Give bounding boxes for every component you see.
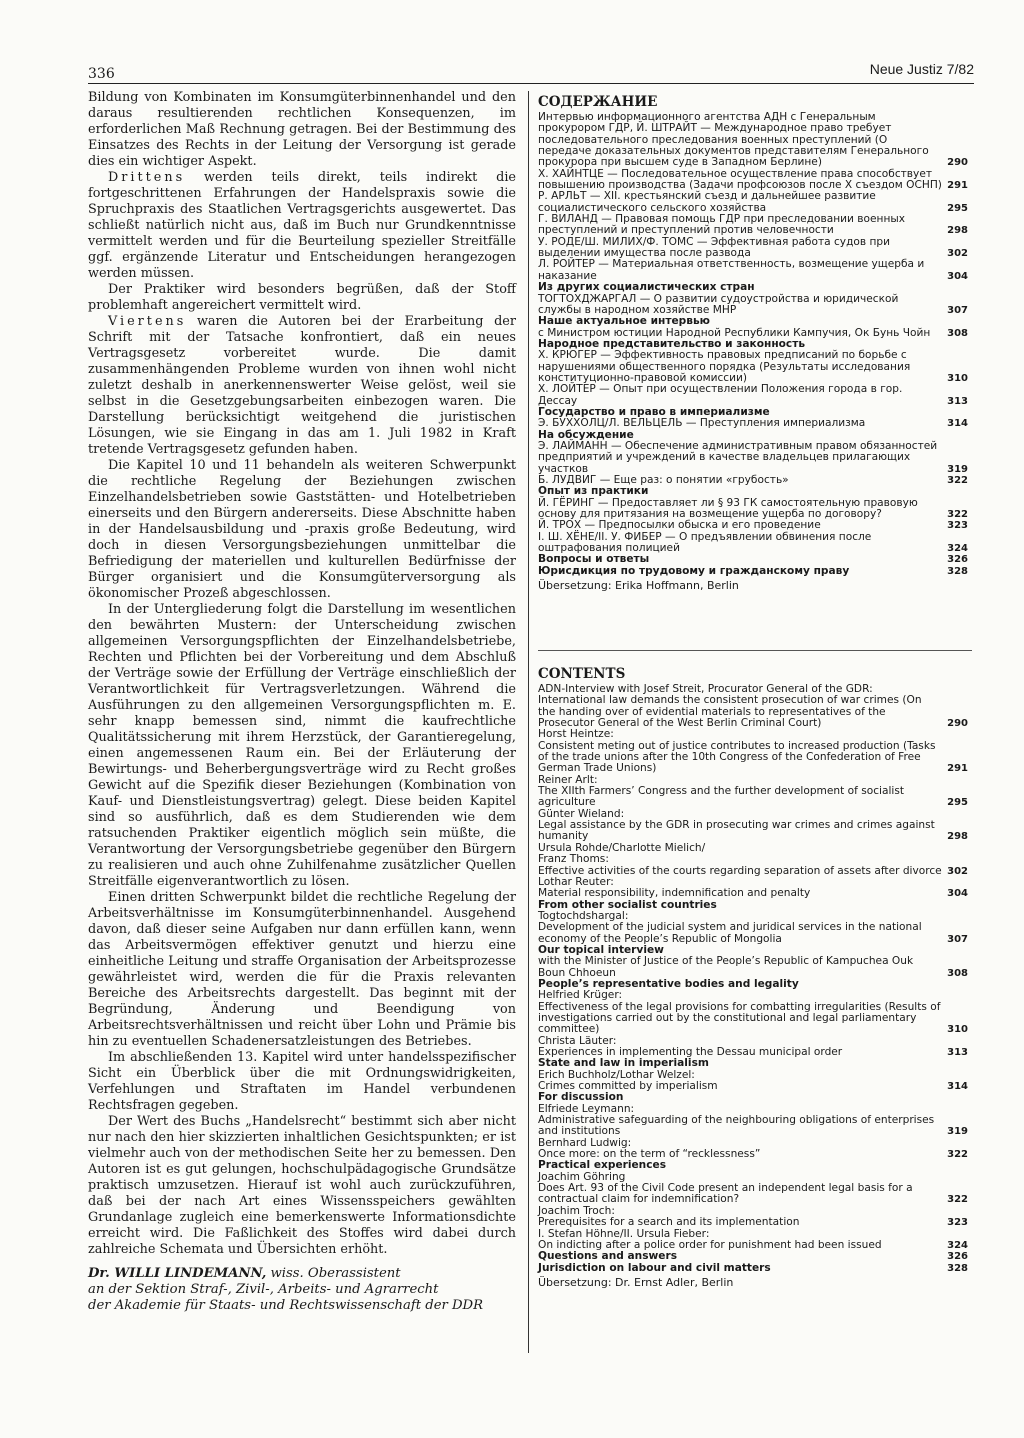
translator-credit: Übersetzung: Erika Hoffmann, Berlin bbox=[538, 579, 739, 593]
paragraph-text: Im abschließenden 13. Kapitel wird unter handelsspezifischer Sicht ein Überblick über die mit Ordnungswidrigkeiten, Verfehlungen und Straftaten im Handel verbundenen Rechtsfragen gegeben. bbox=[88, 1050, 516, 1113]
entry-title: Э. ЛАЙМАНН — Обеспечение административным правом обязанностей предприятий и учреждений в качестве владельцев прилагающих участков bbox=[538, 439, 938, 475]
entry-title: I. Stefan Höhne/II. Ursula Fieber: bbox=[538, 1227, 710, 1240]
entry-page-number: 307 bbox=[947, 933, 968, 945]
entry-page-number: 319 bbox=[947, 1126, 968, 1138]
entry-title: International law demands the consistent prosecution of war crimes (On the handing over of evidential materials to representatives of the Prosecutor General of the West Berlin Criminal Court) bbox=[538, 694, 922, 730]
entry-title: Christa Läuter: bbox=[538, 1034, 617, 1047]
article-paragraph bbox=[88, 1114, 516, 1258]
paragraph-text: In der Untergliederung folgt die Darstellung im wesentlichen den bewährten Mustern: der Unterscheidung zwischen allgemeinen Versorgungspflichten der Einzelhandelsbetriebe, Rechten und Pflichten bei der Vorbereitung und dem Abschluß der Verträge sowie der Erfüllung der Verträge einschließlich der Verantwortlichkeit für Vertragsverletzungen. Während die Ausführungen zu den allgemeinen Versorgungspflichten m. E. sehr knapp bemessen sind, nimmt die kaufrechtliche Qualitätssicherung mit ihrem Herzstück, der Garantieregelung, einen angemessenen Raum ein. Bei der Erläuterung der Bewirtungs- und Beherbergungsverträge wird zu Recht großes Gewicht auf die Spezifik dieser Beziehungen (Kombination von Kauf- und Dienstleistungsvertrag) gelegt. Diese beiden Kapitel sind so ausführlich, daß es dem Studierenden wie dem ratsuchenden Praktiker eigentlich möglich sein müßte, die Verantwortung der Versorgungsbetriebe gegenüber den Bürgern zu realisieren und auch ohne Zuhilfenahme zusätzlicher Quellen Streitfälle eigenverantwortlich zu lösen. bbox=[88, 602, 516, 889]
author-title: wiss. Oberassistent bbox=[266, 1266, 401, 1281]
entry-title: Lothar Reuter: bbox=[538, 875, 614, 888]
entry-title: Franz Thoms: bbox=[538, 853, 609, 866]
entry-page-number: 314 bbox=[947, 418, 968, 430]
page-number: 336 bbox=[88, 66, 115, 82]
entry-title: ТОГТОХДЖАРГАЛ — О развитии судоустройства и юридической службы в народном хозяйстве МНР bbox=[538, 292, 899, 316]
entry-title: Questions and answers bbox=[538, 1250, 678, 1263]
entry-title: У. РОДЕ/Ш. МИЛИХ/Ф. ТОМС — Эффективная работа судов при выделении имущества после развода bbox=[538, 235, 891, 260]
paragraph-lead-word: Drittens bbox=[108, 170, 186, 185]
article-paragraph bbox=[88, 458, 516, 602]
paragraph-text: Einen dritten Schwerpunkt bildet die rechtliche Regelung der Arbeitsverhältnisse im Konsumgüterbinnenhandel. Ausgehend davon, daß dieser seine Aufgaben nur dann erfüllen kann, wenn das Arbeitsvermögen effektiver genutzt und hierzu eine einheitliche Leitung und straffe Organisation der Arbeitsprozesse gewährleistet wird, werden die für die Praxis relevanten Bereiche des Arbeitsrechts dargestellt. Das beginnt mit der Begründung, Änderung und Beendigung von Arbeitsrechtsverhältnissen und reicht über Lohn und Prämie bis hin zu eventuellen Schadenersatzleistungen des Betriebes. bbox=[88, 890, 516, 1049]
entry-page-number: 310 bbox=[947, 372, 968, 384]
entry-page-number: 313 bbox=[947, 395, 968, 407]
journal-title: Neue Justiz 7/82 bbox=[869, 61, 974, 77]
author-signature bbox=[88, 1266, 516, 1314]
entry-title: Helfried Krüger: bbox=[538, 989, 623, 1002]
entry-title: Does Art. 93 of the Civil Code present an independent legal basis for a contractual claim for indemnification? bbox=[538, 1182, 913, 1206]
contents-section-heading bbox=[538, 566, 972, 577]
contents-entry bbox=[538, 786, 972, 809]
entry-title: On indicting after a police order for punishment had been issued bbox=[538, 1238, 882, 1251]
paragraph-text: waren die Autoren bei der Erarbeitung der Schrift mit der Tatsache konfrontiert, daß ein neues Vertragsgesetz vorbereitet wurde. Die damit zusammenhängenden Probleme wurden von ihnen wohl nicht zuletzt deshalb in anerkennenswerter Weise gelöst, weil sie selbst in die Gesetzgebungsarbeiten einbezogen waren. Die Darstellung berücksichtigt weitgehend die juristischen Lösungen, wie sie Eingang in das am 1. Juli 1982 in Kraft tretende Vertragsgesetz gefunden haben. bbox=[88, 314, 516, 457]
contents-entry bbox=[538, 441, 972, 475]
entry-title: Ursula Rohde/Charlotte Mielich/ bbox=[538, 841, 706, 854]
entry-page-number: 308 bbox=[947, 967, 968, 979]
entry-page-number: 308 bbox=[947, 327, 968, 339]
contents-entry bbox=[538, 956, 972, 979]
article-paragraph bbox=[88, 314, 516, 458]
entry-page-number: 302 bbox=[947, 248, 968, 260]
entry-page-number: 291 bbox=[947, 180, 968, 192]
contents-entry bbox=[538, 169, 972, 192]
entry-title: Из других социалистических стран bbox=[538, 281, 755, 294]
paragraph-text: werden teils direkt, teils indirekt die fortgeschrittenen Erfahrungen der Handelspraxis sowie die Spruchpraxis des Staatlichen Vertragsgerichts ausgewertet. Das schließt natürlich nicht aus, daß im Buch nur Grundkenntnisse vermittelt werden und für die Beurteilung spezieller Streitfälle ggf. ergänzende Literatur und Entscheidungen herangezogen werden müssen. bbox=[88, 170, 516, 281]
entry-page-number: 328 bbox=[947, 565, 968, 577]
entry-title: Elfriede Leymann: bbox=[538, 1102, 635, 1115]
entry-title: Народное представительство и законность bbox=[538, 337, 806, 350]
entry-title: Р. АРЛЬТ — XII. крестьянский съезд и дальнейшее развитие социалистического сельского хозяйства bbox=[538, 190, 876, 214]
contents-entry bbox=[538, 741, 972, 775]
entry-title: Х. КРЮГЕР — Эффективность правовых предписаний по борьбе с нарушениями общественного порядка (Результаты исследования конституционно-правовой комиссии) bbox=[538, 349, 911, 384]
contents-entry bbox=[538, 1183, 972, 1206]
entry-title: People’s representative bodies and legality bbox=[538, 977, 799, 990]
entry-page-number: 323 bbox=[947, 520, 968, 532]
entry-title: Х. ЛОЙТЕР — Опыт при осуществлении Положения города в гор. Дессау bbox=[538, 383, 903, 407]
signature-line-1 bbox=[88, 1266, 516, 1282]
entry-page-number: 328 bbox=[947, 1262, 968, 1274]
entry-title: For discussion bbox=[538, 1091, 624, 1104]
contents-entry bbox=[538, 294, 972, 317]
contents-entry bbox=[538, 259, 972, 282]
english-contents-list bbox=[538, 684, 972, 1289]
entry-title: Г. ВИЛАНД — Правовая помощь ГДР при преследовании военных преступлений и преступлений против человечности bbox=[538, 213, 906, 237]
contents-entry bbox=[538, 350, 972, 384]
entry-title: Effectiveness of the legal provisions for combatting irregularities (Results of investigations carried out by the constitutional and legal parliamentary committee) bbox=[538, 1000, 941, 1036]
article-paragraph bbox=[88, 890, 516, 1050]
entry-page-number: 304 bbox=[947, 888, 968, 900]
entry-page-number: 313 bbox=[947, 1047, 968, 1058]
contents-entry bbox=[538, 1002, 972, 1036]
entry-title: Experiences in implementing the Dessau municipal order bbox=[538, 1046, 843, 1058]
entry-page-number: 298 bbox=[947, 831, 968, 843]
entry-title: Joachim Troch: bbox=[538, 1204, 615, 1217]
entry-page-number: 290 bbox=[947, 718, 968, 730]
entry-title: Bernhard Ludwig: bbox=[538, 1136, 632, 1149]
entry-title: Joachim Göhring bbox=[538, 1170, 626, 1183]
contents-entry bbox=[538, 532, 972, 555]
entry-title: Material responsibility, indemnification and penalty bbox=[538, 887, 811, 900]
article-paragraph bbox=[88, 1050, 516, 1114]
entry-page-number: 322 bbox=[947, 1194, 968, 1206]
entry-title: с Министром юстиции Народной Республики Кампучия, Ок Бунь Чойн bbox=[538, 326, 931, 339]
entry-page-number: 324 bbox=[947, 1239, 968, 1251]
entry-page-number: 319 bbox=[947, 463, 968, 475]
entry-page-number: 298 bbox=[947, 225, 968, 237]
entry-title: На обсуждение bbox=[538, 428, 634, 441]
russian-contents-heading: СОДЕРЖАНИЕ bbox=[538, 94, 658, 110]
entry-title: Опыт из практики bbox=[538, 485, 649, 498]
entry-title: Crimes committed by imperialism bbox=[538, 1080, 718, 1093]
entry-title: ADN-Interview with Josef Streit, Procurator General of the GDR: bbox=[538, 683, 873, 695]
signature-line-2: an der Sektion Straf-, Zivil-, Arbeits- und Agrarrecht bbox=[88, 1282, 439, 1297]
entry-title: Государство и право в империализме bbox=[538, 405, 770, 418]
article-paragraph bbox=[88, 282, 516, 314]
entry-title: State and law in imperialism bbox=[538, 1057, 709, 1070]
column-divider bbox=[528, 91, 529, 1353]
entry-page-number: 307 bbox=[947, 304, 968, 316]
english-contents-heading: CONTENTS bbox=[538, 666, 626, 682]
contents-entry bbox=[538, 498, 972, 521]
entry-title: Л. РОЙТЕР — Материальная ответственность, возмещение ущерба и наказание bbox=[538, 258, 925, 282]
review-article-column bbox=[88, 90, 516, 1314]
entry-page-number: 322 bbox=[947, 509, 968, 521]
entry-title: Наше актуальное интервью bbox=[538, 315, 710, 328]
entry-page-number: 295 bbox=[947, 202, 968, 214]
entry-page-number: 310 bbox=[947, 1024, 968, 1036]
paragraph-text: Die Kapitel 10 und 11 behandeln als weiteren Schwerpunkt die rechtliche Regelung der Beziehungen zwischen Einzelhandelsbetrieben sowie Gaststätten- und Hotelbetrieben einerseits und den Bürgern andererseits. Diese Abschnitte haben in der Handelsausbildung und -praxis große Bedeutung, wird doch in diesen Versorgungsbeziehungen unmittelbar die Befriedigung der materiellen und kulturellen Bedürfnisse der Bürger organisiert und die Konsumgüterversorgung als ökonomischer Prozeß abgeschlossen. bbox=[88, 458, 516, 601]
contents-entry bbox=[538, 237, 972, 260]
entry-title: Интервью информационного агентства АДН с Генеральным прокурором ГДР, Й. ШТРАЙТ — Международное право требует последовательного преследования военных преступлений (О передаче доказательных документов представителям Генерального прокурора при высшем суде в Западном Берлине) bbox=[538, 111, 929, 169]
entry-title: Günter Wieland: bbox=[538, 807, 625, 820]
entry-title: Consistent meting out of justice contributes to increased production (Tasks of the trade unions after the 10th Congress of the Confederation of Free German Trade Unions) bbox=[538, 739, 936, 775]
entry-page-number: 322 bbox=[947, 1149, 968, 1161]
entry-title: Erich Buchholz/Lothar Welzel: bbox=[538, 1068, 695, 1081]
contents-entry bbox=[538, 695, 972, 729]
entry-title: Х. ХАЙНТЦЕ — Последовательное осуществление права способствует повышению производства (Задачи профсоюзов после X съездом ОСНП) bbox=[538, 167, 942, 192]
entry-title: Our topical interview bbox=[538, 943, 664, 956]
entry-page-number: 302 bbox=[947, 865, 968, 877]
article-paragraph bbox=[88, 90, 516, 170]
entry-title: Юрисдикция по трудовому и гражданскому праву bbox=[538, 564, 850, 577]
entry-title: From other socialist countries bbox=[538, 898, 717, 911]
entry-page-number: 324 bbox=[947, 543, 968, 555]
entry-page-number: 322 bbox=[947, 475, 968, 486]
entry-title: Development of the judicial system and juridical services in the national economy of the People’s Republic of Mongolia bbox=[538, 921, 922, 945]
entry-page-number: 304 bbox=[947, 270, 968, 282]
entry-title: Administrative safeguarding of the neighbouring obligations of enterprises and institutions bbox=[538, 1114, 935, 1138]
entry-page-number: 314 bbox=[947, 1081, 968, 1093]
entry-title: with the Minister of Justice of the People’s Republic of Kampuchea Ouk Boun Chhoeun bbox=[538, 955, 914, 979]
paragraph-text: Der Praktiker wird besonders begrüßen, daß der Stoff problemhaft angereichert vermittelt wird. bbox=[88, 282, 516, 313]
entry-title: Legal assistance by the GDR in prosecuting war crimes and crimes against humanity bbox=[538, 819, 935, 843]
contents-entry bbox=[538, 384, 972, 407]
contents-entry bbox=[538, 1115, 972, 1138]
entry-page-number: 290 bbox=[947, 157, 968, 169]
entry-title: Prerequisites for a search and its implementation bbox=[538, 1216, 800, 1229]
contents-entry bbox=[538, 191, 972, 214]
entry-page-number: 295 bbox=[947, 797, 968, 809]
entry-title: Practical experiences bbox=[538, 1159, 666, 1172]
entry-page-number: 323 bbox=[947, 1217, 968, 1229]
entry-title: Jurisdiction on labour and civil matters bbox=[538, 1261, 771, 1274]
entry-title: Reiner Arlt: bbox=[538, 773, 598, 786]
entry-title: Вопросы и ответы bbox=[538, 553, 650, 566]
contents-entry bbox=[538, 922, 972, 945]
article-paragraph bbox=[88, 170, 516, 282]
paragraph-text: Der Wert des Buchs „Handelsrecht“ bestimmt sich aber nicht nur nach den hier skizzierten inhaltlichen Gesichtspunkten; er ist vielmehr auch von der methodischen Seite her zu bemessen. Den Autoren ist es gut gelungen, hochschulpädagogische Grundsätze praktisch umzusetzen. Hierauf ist wohl auch zurückzuführen, daß bei der nach Art eines Wissensspeichers gewählten Grundanlage zugleich eine bemerkenswerte Informationsdichte erreicht wird. Die Faßlichkeit des Stoffes wird dabei durch zahlreiche Schemata und Übersichten erhöht. bbox=[88, 1114, 516, 1257]
signature-line-3: der Akademie für Staats- und Rechtswissenschaft der DDR bbox=[88, 1298, 484, 1313]
author-name: Dr. WILLI LINDEMANN, bbox=[88, 1266, 267, 1281]
contents-entry bbox=[538, 112, 972, 169]
header-rule bbox=[88, 83, 974, 84]
translator-credit: Übersetzung: Dr. Ernst Adler, Berlin bbox=[538, 1275, 734, 1289]
entry-title: Effective activities of the courts regarding separation of assets after divorce bbox=[538, 864, 942, 877]
contents-section-rule bbox=[538, 650, 972, 651]
entry-title: Б. ЛУДВИГ — Еще раз: о понятии «грубость» bbox=[538, 474, 789, 486]
paragraph-lead-word: Viertens bbox=[108, 314, 187, 329]
entry-title: Once more: on the term of “recklessness” bbox=[538, 1148, 761, 1161]
entry-page-number: 326 bbox=[947, 554, 968, 566]
contents-entry bbox=[538, 214, 972, 237]
entry-title: Э. БУХХОЛЦ/Л. ВЕЛЬЦЕЛЬ — Преступления империализма bbox=[538, 417, 866, 430]
contents-entry bbox=[538, 820, 972, 843]
entry-title: I. Ш. ХЁНЕ/II. У. ФИБЕР — О предъявлении обвинения после оштрафования полицией bbox=[538, 530, 872, 555]
entry-title: Togtochdshargal: bbox=[538, 909, 629, 922]
entry-page-number: 291 bbox=[947, 763, 968, 775]
contents-section-heading bbox=[538, 1263, 972, 1274]
russian-contents-list bbox=[538, 112, 972, 592]
entry-title: Й. ТРОХ — Предпосылки обыска и его проведение bbox=[538, 519, 821, 532]
entry-title: The XIIth Farmers’ Congress and the further development of socialist agriculture bbox=[538, 785, 905, 809]
entry-title: Horst Heintze: bbox=[538, 728, 614, 741]
entry-title: Й. ГЁРИНГ — Предоставляет ли § 93 ГК самостоятельную правовую основу для притязания на возмещение ущерба по договору? bbox=[538, 496, 918, 521]
article-paragraph bbox=[88, 602, 516, 890]
paragraph-text: Bildung von Kombinaten im Konsumgüterbinnenhandel und den daraus resultierenden rechtlichen Konsequenzen, im erforderlichen Maß Rechnung getragen. Bei der Bestimmung des Einsatzes des Rechts in der Leitung der Versorgung ist gerade dies ein wichtiger Aspekt. bbox=[88, 90, 516, 169]
entry-page-number: 326 bbox=[947, 1251, 968, 1263]
